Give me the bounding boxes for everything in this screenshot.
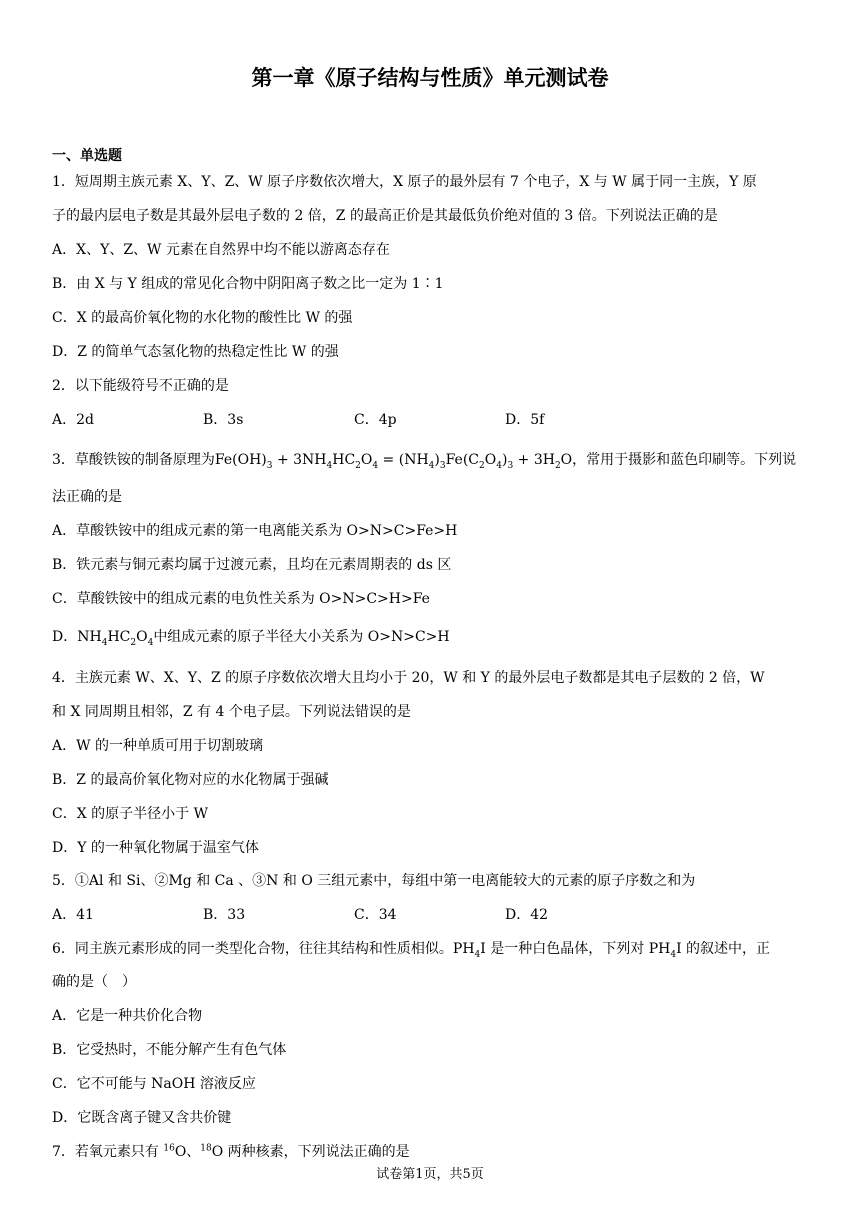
q3-option-d-formula: $NH_4HC_2O_4$ — [77, 629, 154, 648]
q3-reaction-equation: $Fe(OH)_3 + 3NH_4HC_2O_4 = (NH_4)_3Fe(C_2O_4)_3 + 3H_2O$ — [214, 452, 573, 471]
page-footer: 试卷第1页，共5页 — [376, 1167, 484, 1182]
q3-stem-prefix: 3．草酸铁铵的制备原理为 — [52, 452, 215, 468]
q5-option-d: D．42 — [505, 907, 549, 923]
page-title: 第一章《原子结构与性质》单元测试卷 — [251, 66, 609, 90]
q3-option-c: C．草酸铁铵中的组成元素的电负性关系为 O>N>C>H>Fe — [52, 591, 430, 607]
q6-option-c: C．它不可能与 NaOH 溶液反应 — [52, 1076, 256, 1092]
q1-option-b: B．由 X 与 Y 组成的常见化合物中阴阳离子数之比一定为 1∶1 — [52, 276, 444, 292]
q5-option-b: B．33 — [203, 907, 246, 923]
q7-stem: 7．若氧元素只有 $^{16}$O、$^{18}$O 两种核素，下列说法正确的是 — [52, 1143, 410, 1160]
q1-stem-line2: 子的最内层电子数是其最外层电子数的 2 倍，Z 的最高正价是其最低负价绝对值的 3 倍。下列说法正确的是 — [52, 208, 718, 224]
q2-stem: 2．以下能级符号不正确的是 — [52, 378, 229, 394]
q3-option-a: A．草酸铁铵中的组成元素的第一电离能关系为 O>N>C>Fe>H — [52, 523, 458, 539]
q5-option-c: C．34 — [354, 907, 397, 923]
q3-option-b: B．铁元素与铜元素均属于过渡元素，且均在元素周期表的 ds 区 — [52, 557, 452, 573]
q5-options — [52, 905, 656, 925]
q6-option-b: B．它受热时，不能分解产生有色气体 — [52, 1042, 287, 1058]
q3-stem-suffix: ，常用于摄影和蓝色印刷等。下列说 — [572, 452, 797, 468]
q4-option-d: D．Y 的一种氧化物属于温室气体 — [52, 840, 259, 856]
q3-option-d — [52, 627, 812, 647]
q1-stem-line1: 1．短周期主族元素 X、Y、Z、W 原子序数依次增大，X 原子的最外层有 7 个电子，X 与 W 属于同一主族，Y 原 — [52, 174, 757, 190]
q7-stem-part-b: O、 — [174, 1144, 201, 1160]
q3-option-d-label: D． — [52, 629, 78, 645]
q6-stem-line2: 确的是（ ） — [52, 974, 136, 990]
q4-option-b: B．Z 的最高价氧化物对应的水化物属于强碱 — [52, 772, 329, 788]
q4-option-a: A．W 的一种单质可用于切割玻璃 — [52, 738, 263, 754]
q2-option-a: A．2d — [52, 412, 94, 428]
q6-option-a: A．它是一种共价化合物 — [52, 1008, 203, 1024]
q2-option-d: D．5f — [505, 412, 545, 428]
q1-option-c: C．X 的最高价氧化物的水化物的酸性比 W 的强 — [52, 310, 353, 326]
q3-stem-line2: 法正确的是 — [52, 489, 122, 505]
q4-stem-line2: 和 X 同周期且相邻，Z 有 4 个电子层。下列说法错误的是 — [52, 704, 411, 720]
q3-stem-line1 — [52, 450, 812, 470]
q4-option-c: C．X 的原子半径小于 W — [52, 806, 208, 822]
q7-stem-part-c: O 两种核素，下列说法正确的是 — [211, 1144, 410, 1160]
q2-options — [52, 410, 656, 430]
q6-stem-part-b: I 是一种白色晶体，下列对 PH — [480, 941, 671, 957]
q3-option-d-text: 中组成元素的原子半径大小关系为 O>N>C>H — [153, 629, 450, 645]
q5-stem: 5．①Al 和 Si、②Mg 和 Ca 、③N 和 O 三组元素中，每组中第一电离能较大的元素的原子序数之和为 — [52, 873, 696, 889]
q1-option-a: A．X、Y、Z、W 元素在自然界中均不能以游离态存在 — [52, 242, 390, 258]
q6-stem-line1: 6．同主族元素形成的同一类型化合物，往往其结构和性质相似。$PH_4I$ 是一种白色晶体，下列对 $PH_4I$ 的叙述中，正 — [52, 941, 771, 960]
q2-option-b: B．3s — [203, 412, 244, 428]
q6-stem-part-a: 6．同主族元素形成的同一类型化合物，往往其结构和性质相似。PH — [52, 941, 475, 957]
q4-stem-line1: 4．主族元素 W、X、Y、Z 的原子序数依次增大且均小于 20，W 和 Y 的最外层电子数都是其电子层数的 2 倍，W — [52, 670, 765, 686]
q7-stem-part-a: 7．若氧元素只有 — [52, 1144, 164, 1160]
q6-option-d: D．它既含离子键又含共价键 — [52, 1110, 232, 1126]
q1-option-d: D．Z 的简单气态氢化物的热稳定性比 W 的强 — [52, 344, 339, 360]
section-heading: 一、单选题 — [52, 148, 122, 164]
q5-option-a: A．41 — [52, 907, 94, 923]
q2-option-c: C．4p — [354, 412, 397, 428]
q6-stem-part-c: I 的叙述中，正 — [676, 941, 771, 957]
